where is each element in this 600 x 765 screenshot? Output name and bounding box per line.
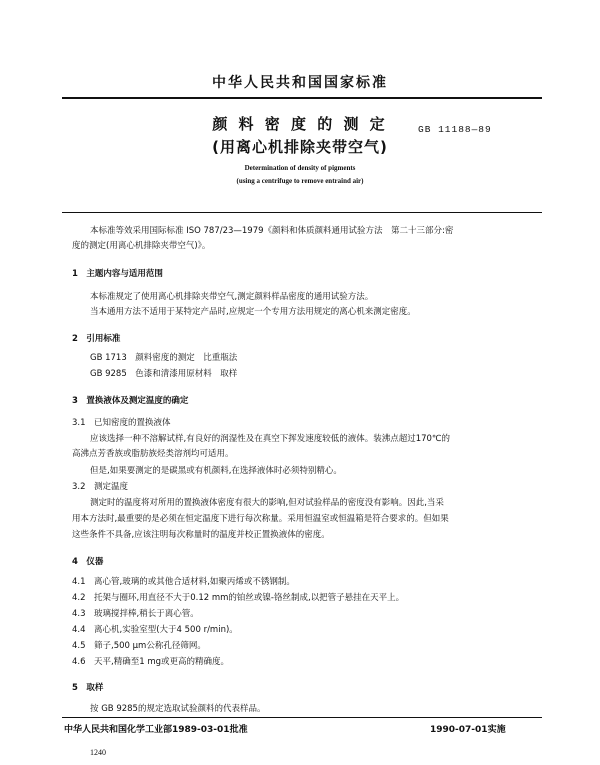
subsection-3-2-line-1: 测定时的温度将对所用的置换液体密度有很大的影响,但对试验样品的密度没有影响。因此,当采	[90, 498, 444, 508]
intro-line-2: 度的测定(用离心机排除夹带空气)》。	[72, 241, 211, 251]
approval-note: 中华人民共和国化学工业部1989-03-01批准	[64, 725, 248, 735]
subsection-3-2-line-2: 用本方法时,最重要的是必须在恒定温度下进行每次称量。采用恒温室或恒温箱是符合要求的。但如果	[72, 514, 449, 524]
english-subtitle: (using a centrifuge to remove entraind air)	[236, 177, 364, 185]
subsection-3-1-line-3: 但是,如果要测定的是碳黑或有机颜料,在选择液体时必须特别精心。	[90, 466, 342, 476]
instrument-item: 4.2 托架与圈环,用直径不大于0.12 mm的铂丝或镍-铬丝制成,以把管子悬挂在天平上。	[72, 593, 405, 603]
section-1-paragraph-2: 当本通用方法不适用于某特定产品时,应规定一个专用方法用规定的离心机来测定密度。	[90, 307, 416, 317]
subsection-3-1-heading: 3.1 已知密度的置换液体	[72, 418, 171, 428]
subsection-3-1-line-2: 高沸点芳香族或脂肪族烃类溶剂均可适用。	[72, 449, 234, 459]
instrument-item: 4.1 离心管,玻璃的或其他合适材料,如聚丙烯或不锈钢制。	[72, 577, 295, 587]
title-rule	[62, 212, 542, 213]
standard-number: GB 11188—89	[418, 124, 492, 135]
footer-rule	[62, 717, 542, 718]
effective-date: 1990-07-01实施	[430, 725, 506, 735]
section-1-paragraph-1: 本标准规定了使用离心机排除夹带空气,测定颜料样品密度的通用试验方法。	[90, 292, 374, 302]
reference-item: GB 9285 色漆和清漆用原材料 取样	[90, 369, 238, 379]
section-5-paragraph: 按 GB 9285的规定选取试验颜料的代表样品。	[90, 704, 266, 714]
reference-item: GB 1713 颜料密度的测定 比重瓶法	[90, 353, 238, 363]
english-title: Determination of density of pigments	[244, 164, 356, 172]
header-rule	[62, 97, 542, 99]
section-4-heading: 4 仪器	[72, 557, 104, 567]
document-title: 颜 料 密 度 的 测 定	[212, 115, 388, 133]
instrument-item: 4.4 离心机,实验室型(大于4 500 r/min)。	[72, 625, 238, 635]
document-subtitle: (用离心机排除夹带空气)	[212, 138, 388, 156]
subsection-3-1-line-1: 应该选择一种不溶解试样,有良好的润湿性及在真空下挥发速度较低的液体。装沸点超过170℃的	[90, 434, 450, 444]
section-5-heading: 5 取样	[72, 683, 104, 693]
subsection-3-2-heading: 3.2 测定温度	[72, 482, 129, 492]
instrument-item: 4.5 筛子,500 μm公称孔径筛网。	[72, 641, 206, 651]
subsection-3-2-line-3: 这些条件不具备,应该注明每次称量时的温度并校正置换液体的密度。	[72, 530, 330, 540]
standard-header: 中华人民共和国国家标准	[212, 75, 388, 91]
section-1-heading: 1 主题内容与适用范围	[72, 269, 163, 279]
instrument-item: 4.3 玻璃搅拌棒,稍长于离心管。	[72, 609, 199, 619]
section-2-heading: 2 引用标准	[72, 334, 121, 344]
intro-line-1: 本标准等效采用国际标准 ISO 787/23—1979《颜料和体质颜料通用试验方法 第二十三部分:密	[90, 226, 454, 236]
instrument-item: 4.6 天平,精确至1 mg或更高的精确度。	[72, 657, 230, 667]
page-number: 1240	[90, 748, 106, 757]
section-3-heading: 3 置换液体及测定温度的确定	[72, 396, 189, 406]
